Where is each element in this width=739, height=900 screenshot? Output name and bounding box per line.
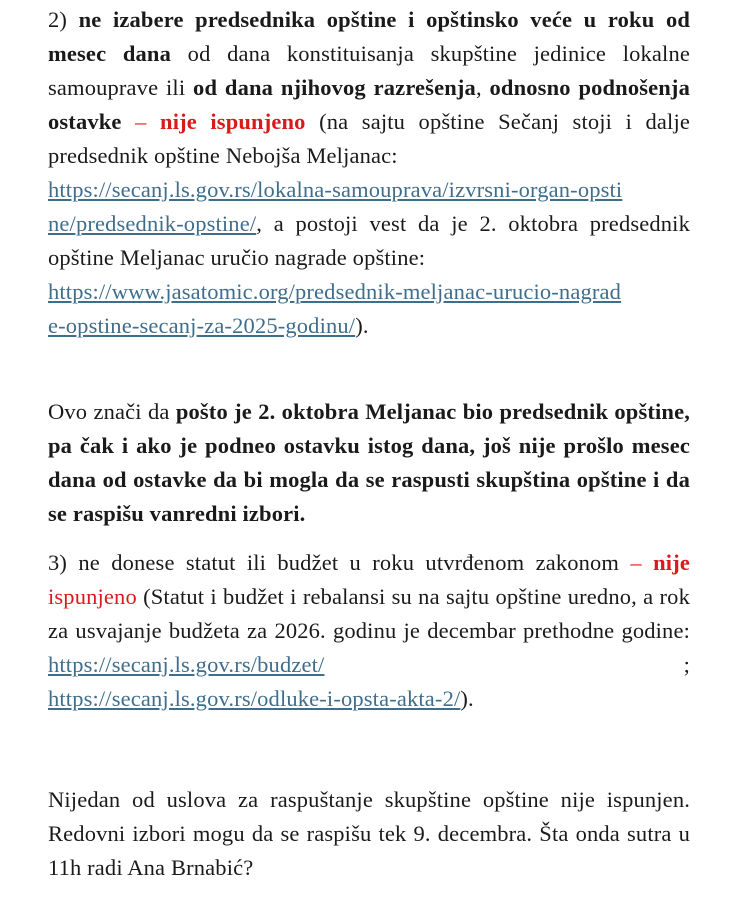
link-awards-news-cont[interactable]: e-opstine-secanj-za-2025-godinu/: [48, 313, 356, 338]
red-dash: –: [135, 109, 147, 134]
status-not-fulfilled: nije ispunjeno: [160, 109, 306, 134]
condition-2-paragraph: 2) ne izabere predsednika opštine i opštinsko veće u roku od mesec dana od dana konstituisanja skupštine jedinice lokalne samouprave ili od dana njihovog razrešenja, odnosno podnošenja ostavke – nije ispunjeno (na sajtu opštine Sečanj stoji i dalje predsednik opštine Nebojša Meljanac: https://secanj.ls.gov.rs/lokalna-samouprava/izvrsni-organ-opsti ne/predsednik-opstine/, a postoji vest da je 2. oktobra predsednik opštine Meljanac uručio nagrade opštine: https://www.jasatomic.org/predsednik-meljanac-urucio-nagrad e-opstine-secanj-za-2025-godinu/).: [48, 7, 691, 338]
link-budget[interactable]: https://secanj.ls.gov.rs/budzet/: [48, 652, 325, 677]
condition-3-paragraph: 3) ne donese statut ili budžet u roku utvrđenom zakonom – nije ispunjeno (Statut i budžet i rebalansi su na sajtu opštine uredno, a rok za usvajanje budžeta za 2026. godinu je decembar prethodne godine: https://secanj.ls.gov.rs/budzet/ ; https://secanj.ls.gov.rs/odluke-i-opsta-akta-2/).: [48, 550, 690, 711]
bold-clause-dismissal: od dana njihovog razrešenja: [193, 75, 476, 100]
link-mayor-page-cont[interactable]: ne/predsednik-opstine/: [48, 211, 257, 236]
status-not-fulfilled-cont: ispunjeno: [48, 584, 137, 609]
bold-clause-resignation: odnosno podnošenja ostavke: [48, 75, 690, 134]
link-acts[interactable]: https://secanj.ls.gov.rs/odluke-i-opsta-akta-2/: [48, 686, 461, 711]
bold-clause-mayor-council: ne izabere predsednika opštine i opštinsko veće u roku od mesec dana: [48, 7, 691, 66]
bold-conclusion: pošto je 2. oktobra Meljanac bio predsednik opštine, pa čak i ako je podneo ostavku istog dana, još nije prošlo mesec dana od ostavke da bi mogla da se raspusti skupština opštine i da se raspišu vanredni izbori.: [48, 399, 690, 526]
red-dash: –: [630, 550, 642, 575]
status-not-fulfilled: nije: [653, 550, 690, 575]
conclusion-paragraph: Ovo znači da pošto je 2. oktobra Meljanac bio predsednik opštine, pa čak i ako je podneo ostavku istog dana, još nije prošlo mesec dana od ostavke da bi mogla da se raspusti skupština opštine i da se raspišu vanredni izbori.: [48, 399, 690, 526]
item-number: 2): [48, 7, 68, 32]
final-paragraph: Nijedan od uslova za raspuštanje skupštine opštine nije ispunjen. Redovni izbori mogu da se raspišu tek 9. decembra. Šta onda sutra u 11h radi Ana Brnabić?: [48, 787, 690, 880]
link-mayor-page[interactable]: https://secanj.ls.gov.rs/lokalna-samouprava/izvrsni-organ-opsti: [48, 177, 623, 202]
link-awards-news[interactable]: https://www.jasatomic.org/predsednik-meljanac-urucio-nagrad: [48, 279, 622, 304]
